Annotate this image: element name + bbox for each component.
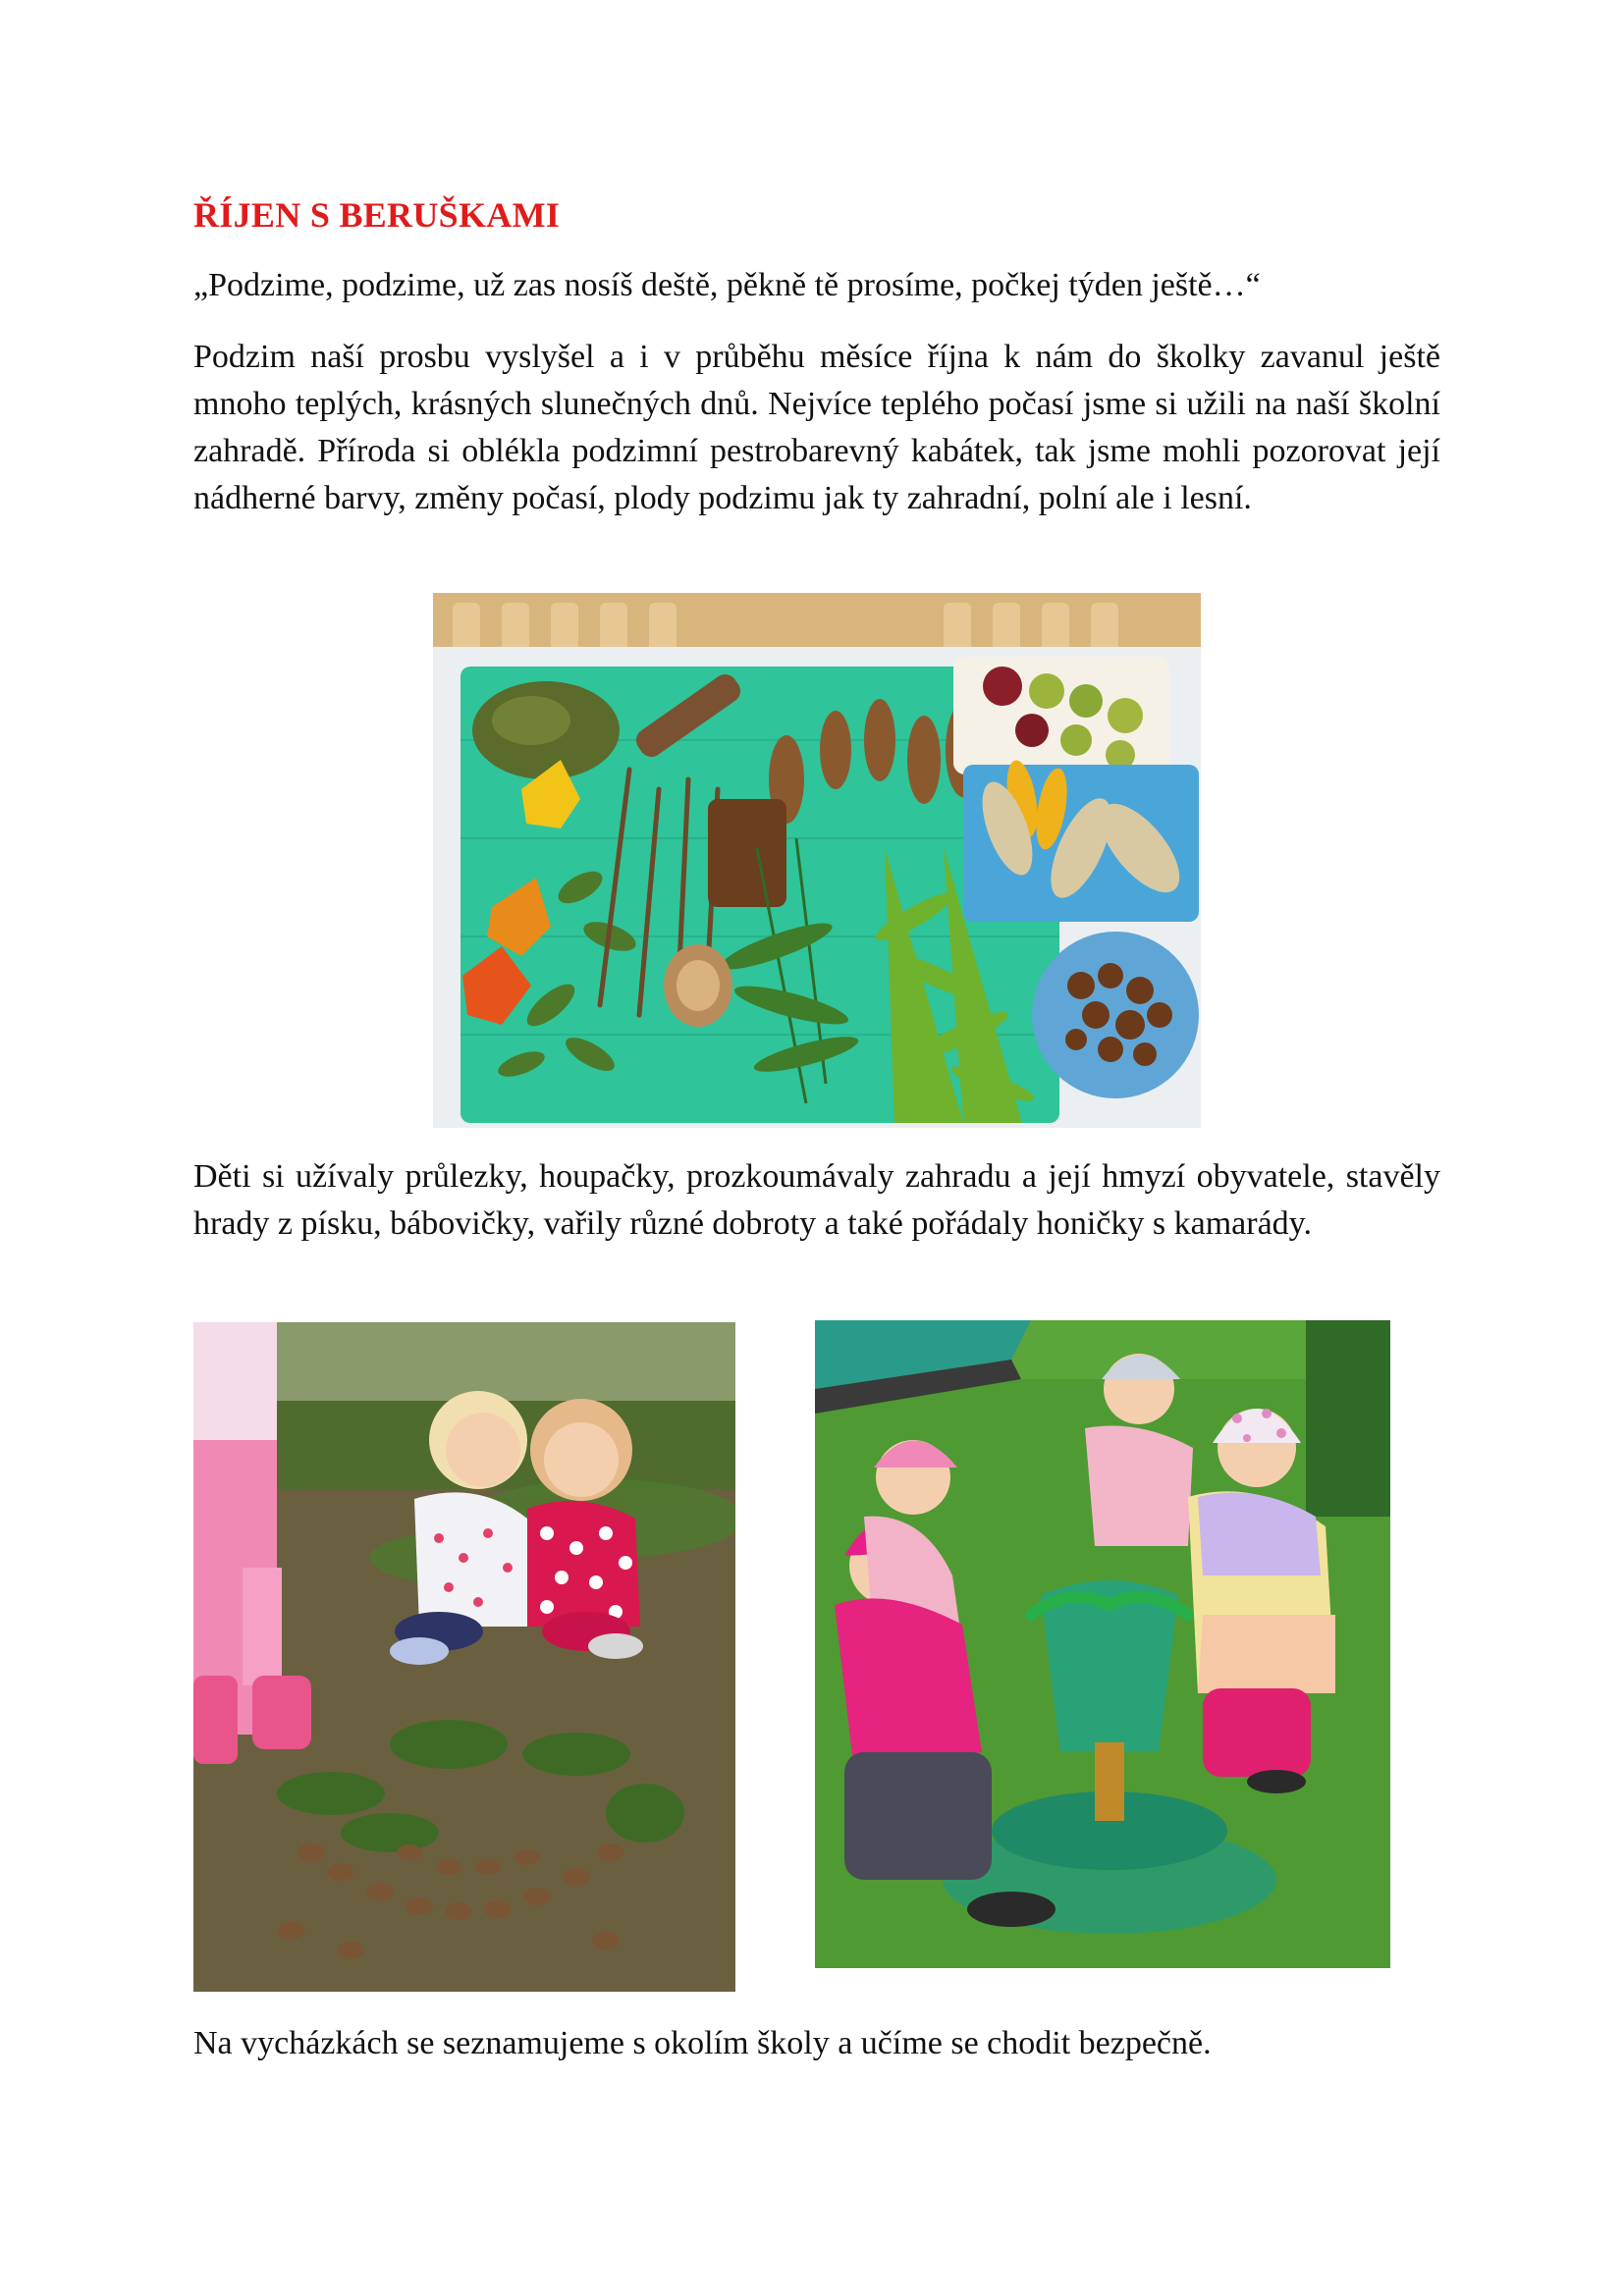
autumn-nature-table-photo (433, 593, 1201, 1128)
page-title: ŘÍJEN S BERUŠKAMI (193, 195, 561, 235)
girls-playground-spinner-photo (815, 1320, 1390, 1968)
garden-paragraph: Děti si užívaly průlezky, houpačky, prozkoumávaly zahradu a její hmyzí obyvatele, stavěly hrady z písku, bábovičky, vařily různé dobroty a také pořádaly honičky s kamarády. (193, 1158, 1440, 1242)
poem-quote: „Podzime, podzime, už zas nosíš deště, pěkně tě prosíme, počkej týden ještě…“ (193, 267, 1261, 303)
intro-paragraph: Podzim naší prosbu vyslyšel a i v průběhu měsíce října k nám do školky zavanul ještě mnoho teplých, krásných slunečných dnů. Nejvíce teplého počasí jsme si užili na naší školní zahradě. Příroda si oblékla podzimní pestrobarevný kabátek, tak jsme mohli pozorovat její nádherné barvy, změny počasí, plody podzimu jak ty zahradní, polní ale i lesní. (193, 339, 1440, 516)
girls-pinecone-spiral-photo (193, 1322, 735, 1992)
walks-paragraph: Na vycházkách se seznamujeme s okolím školy a učíme se chodit bezpečně. (193, 2025, 1212, 2061)
